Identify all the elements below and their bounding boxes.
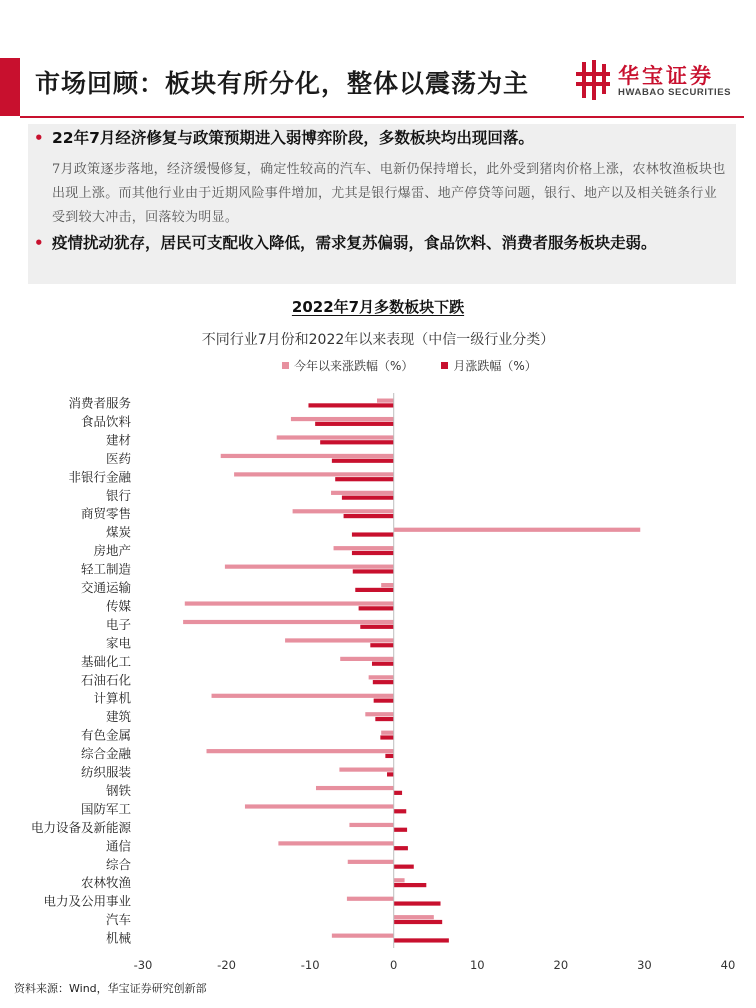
ytd-bar: [381, 583, 394, 587]
category-label: 房地产: [93, 543, 131, 559]
month-bar: [394, 901, 441, 905]
category-label: 通信: [105, 838, 131, 854]
header-accent-bar: [0, 58, 20, 116]
month-bar: [355, 588, 393, 592]
month-bar: [320, 440, 394, 444]
ytd-bar: [394, 528, 641, 532]
category-label: 建筑: [105, 709, 131, 725]
category-label: 煤炭: [105, 524, 131, 540]
ytd-bar: [339, 768, 393, 772]
ytd-bar: [277, 435, 394, 439]
ytd-bar: [394, 915, 434, 919]
brand-logo: [574, 58, 744, 102]
category-label: 电力及公用事业: [43, 893, 131, 909]
month-bar: [332, 459, 394, 463]
data-source-note: 资料来源：Wind，华宝证券研究创新部: [14, 982, 207, 995]
month-bar: [394, 809, 407, 813]
ytd-bar: [349, 823, 393, 827]
category-label: 医药: [105, 450, 131, 466]
category-label: 轻工制造: [80, 561, 131, 577]
ytd-bar: [278, 841, 393, 845]
ytd-bar: [185, 601, 394, 605]
logo-english-name: HWABAO SECURITIES: [618, 87, 732, 98]
month-bar: [335, 477, 394, 481]
logo-chinese-name: 华宝证券: [618, 64, 714, 88]
ytd-bar: [332, 934, 394, 938]
month-bar: [373, 680, 394, 684]
ytd-bar: [225, 565, 394, 569]
ytd-bar: [369, 675, 394, 679]
x-tick-label: 40: [720, 958, 736, 972]
category-label: 钢铁: [105, 782, 131, 798]
category-label: 有色金属: [80, 727, 131, 743]
category-label: 电子: [105, 616, 131, 632]
chart-subtitle: 不同行业7月份和2022年以来表现（中信一级行业分类）: [201, 332, 555, 348]
category-label: 汽车: [105, 912, 131, 928]
month-bar: [359, 606, 394, 610]
hwabao-logo-icon: [574, 58, 612, 102]
category-label: 交通运输: [80, 580, 131, 595]
month-bar: [360, 625, 393, 629]
chart-legend: [282, 356, 565, 374]
legend-item-ytd: [282, 357, 413, 374]
ytd-bar: [221, 454, 394, 458]
category-label: 建材: [105, 432, 131, 448]
category-label: 非银行金融: [68, 469, 131, 485]
month-bar: [394, 828, 407, 832]
category-label: 农林牧渔: [80, 875, 131, 891]
category-label: 基础化工: [80, 653, 131, 669]
month-bar: [352, 551, 394, 555]
month-bar: [394, 846, 408, 850]
header-divider: [20, 116, 744, 118]
ytd-bar: [207, 749, 394, 753]
legend-item-month: [441, 357, 536, 374]
month-bar: [394, 920, 442, 924]
category-label: 电力设备及新能源: [30, 819, 131, 835]
ytd-bar: [394, 878, 405, 882]
category-label: 传媒: [105, 598, 131, 614]
x-tick-label: 0: [390, 958, 398, 972]
x-tick-label: -20: [217, 958, 236, 972]
x-tick-label: 20: [553, 958, 569, 972]
legend-swatch-ytd: [282, 362, 289, 369]
ytd-bar: [293, 509, 394, 513]
summary-bullet-1: 22年7月经济修复与政策预期进入弱博弈阶段，多数板块均出现回落。: [52, 129, 534, 147]
x-tick-label: -10: [300, 958, 320, 972]
month-bar: [394, 883, 427, 887]
month-bar: [342, 496, 394, 500]
legend-label-month: 月涨跌幅（%）: [453, 358, 537, 373]
ytd-bar: [291, 417, 394, 421]
category-label: 商贸零售: [80, 506, 131, 522]
month-bar: [394, 865, 414, 869]
ytd-bar: [334, 546, 394, 550]
month-bar: [394, 791, 402, 795]
category-label: 计算机: [93, 690, 131, 706]
x-tick-label: 30: [637, 958, 652, 972]
month-bar: [385, 754, 393, 758]
month-bar: [353, 569, 394, 573]
summary-box: [28, 124, 736, 284]
bullet-dot-icon: •: [34, 234, 44, 252]
category-label: 机械: [105, 930, 131, 946]
ytd-bar: [331, 491, 394, 495]
category-label: 石油石化: [80, 672, 131, 688]
category-label: 综合金融: [80, 746, 131, 762]
ytd-bar: [183, 620, 394, 624]
category-label: 消费者服务: [68, 395, 131, 411]
month-bar: [370, 643, 393, 647]
bar-chart: [0, 385, 756, 975]
x-tick-label: 10: [469, 958, 485, 972]
category-label: 食品饮料: [80, 413, 131, 429]
ytd-bar: [347, 897, 394, 901]
legend-label-ytd: 今年以来涨跌幅（%）: [294, 358, 414, 373]
category-label: 家电: [105, 635, 131, 651]
month-bar: [315, 422, 394, 426]
month-bar: [394, 938, 449, 942]
ytd-bar: [377, 399, 394, 403]
category-label: 银行: [105, 487, 131, 503]
summary-paragraph: 7月政策逐步落地，经济缓慢修复，确定性较高的汽车、电新仍保持增长，此外受到猪肉价格上涨，农林牧渔板块也出现上涨。而其他行业由于近期风险事件增加，尤其是银行爆雷、地产停贷等问题，银行、地产以及相关链条行业受到较大冲击，回落较为明显。: [52, 162, 726, 225]
month-bar: [352, 532, 394, 536]
category-label: 综合: [105, 856, 131, 872]
ytd-bar: [285, 638, 394, 642]
ytd-bar: [365, 712, 393, 716]
page-title: 市场回顾：板块有所分化，整体以震荡为主: [35, 69, 530, 98]
ytd-bar: [234, 472, 394, 476]
month-bar: [344, 514, 394, 518]
ytd-bar: [340, 657, 393, 661]
bullet-dot-icon: •: [34, 129, 44, 147]
month-bar: [374, 699, 394, 703]
category-label: 国防军工: [80, 801, 131, 817]
month-bar: [387, 772, 394, 776]
ytd-bar: [212, 694, 394, 698]
month-bar: [372, 662, 394, 666]
ytd-bar: [381, 731, 394, 735]
ytd-bar: [245, 804, 394, 808]
summary-bullet-2: 疫情扰动犹存，居民可支配收入降低，需求复苏偏弱，食品饮料、消费者服务板块走弱。: [52, 234, 657, 252]
month-bar: [308, 403, 393, 407]
month-bar: [375, 717, 393, 721]
legend-swatch-month: [441, 362, 448, 369]
x-tick-label: -30: [133, 958, 153, 972]
ytd-bar: [348, 860, 394, 864]
chart-title: 2022年7月多数板块下跌: [291, 298, 465, 316]
category-label: 纺织服装: [80, 764, 131, 780]
month-bar: [380, 735, 393, 739]
ytd-bar: [316, 786, 394, 790]
